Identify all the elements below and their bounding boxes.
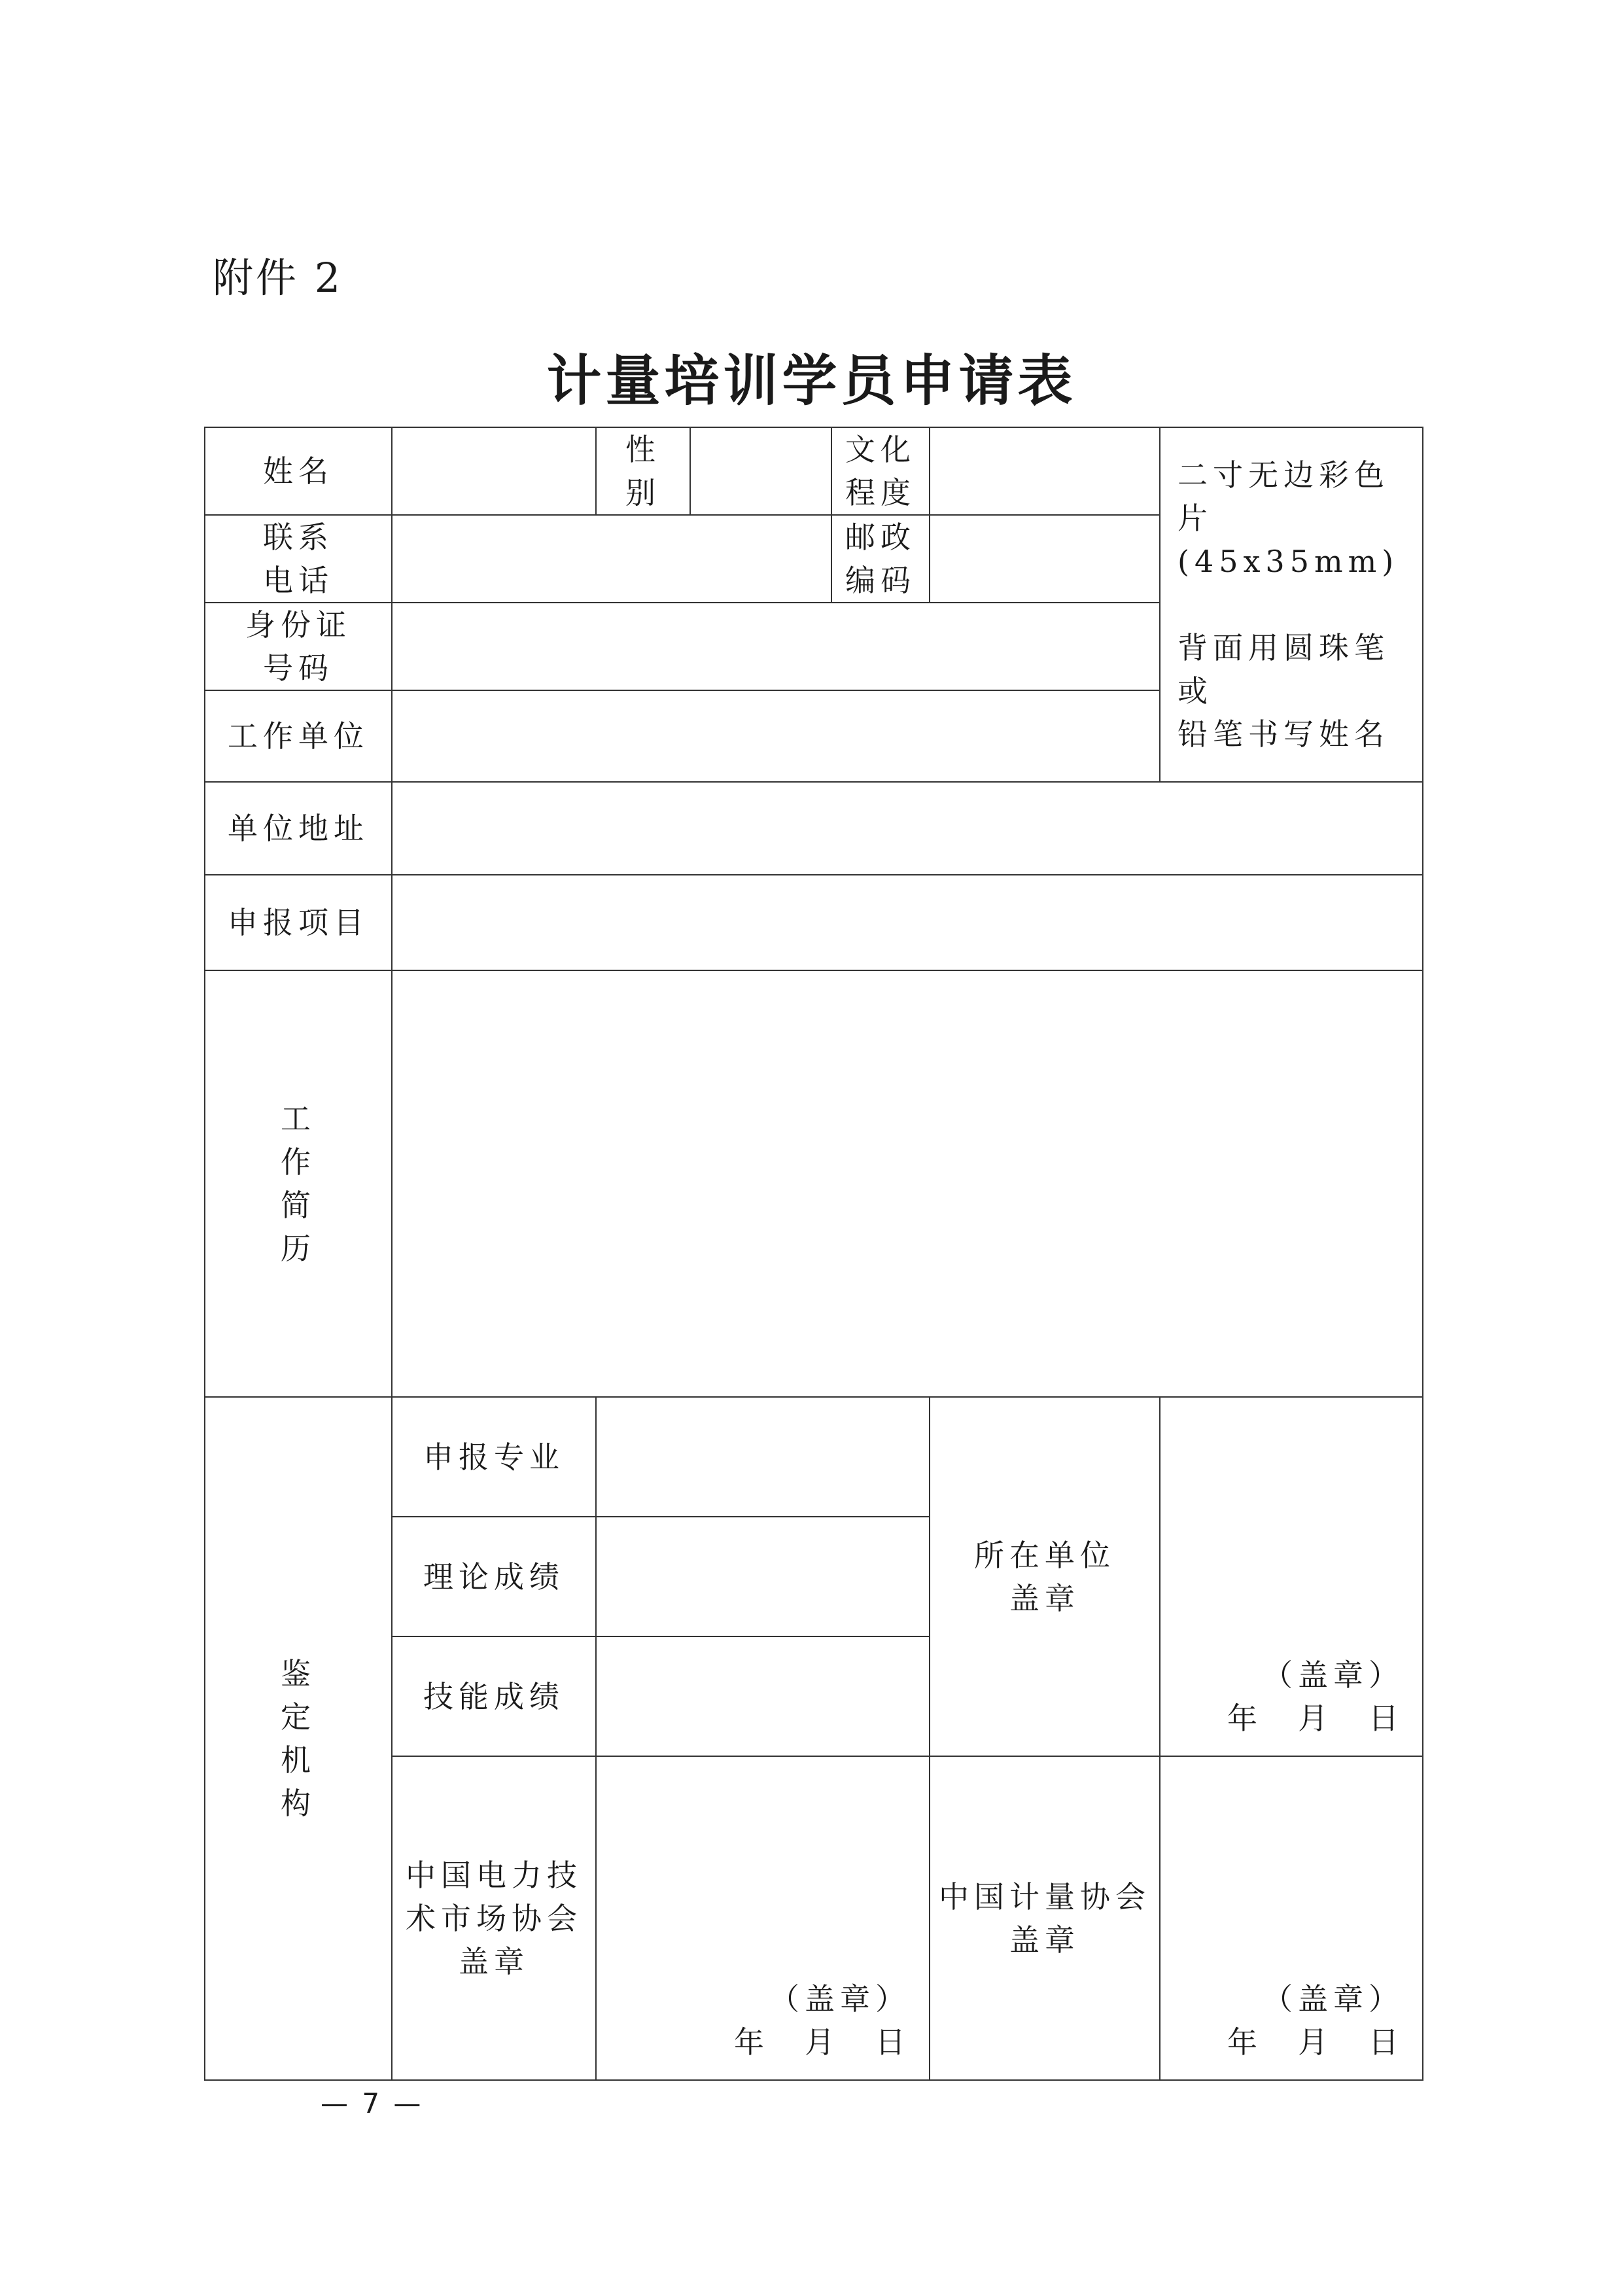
resume-label: [205, 970, 392, 1397]
assessment-label-char: 构: [281, 1786, 316, 1821]
skill-score-label: 技能成绩: [392, 1636, 596, 1756]
resume-label-char: 历: [281, 1231, 316, 1266]
cms-stamp-area[interactable]: [1160, 1756, 1423, 2080]
education-label-line2: 程度: [845, 475, 916, 510]
unit-stamp-area[interactable]: [1160, 1397, 1423, 1756]
resume-field[interactable]: [392, 970, 1423, 1397]
cms-stamp-label: [930, 1756, 1160, 2080]
id-label-line2: 号码: [263, 650, 334, 686]
theory-score-label: 理论成绩: [392, 1517, 596, 1636]
date-note: 年 月 日: [734, 2024, 911, 2060]
attachment-label: 附件 2: [213, 254, 343, 302]
photo-note-line4: 铅笔书写姓名: [1178, 716, 1389, 752]
postcode-label: [831, 515, 930, 603]
photo-note-line1: 二寸无边彩色片: [1178, 457, 1389, 536]
education-label: [831, 427, 930, 515]
postcode-label-line2: 编码: [845, 563, 916, 598]
major-label: 申报专业: [392, 1397, 596, 1517]
cept-stamp-area[interactable]: [596, 1756, 930, 2080]
name-label: 姓名: [205, 427, 392, 515]
phone-field[interactable]: [392, 515, 831, 603]
unit-stamp-label: [930, 1397, 1160, 1756]
gender-label-line1: 性: [625, 432, 661, 467]
assessment-label-char: 定: [281, 1699, 316, 1735]
project-label: 申报项目: [205, 875, 392, 970]
resume-label-char: 简: [281, 1188, 316, 1223]
id-label-line1: 身份证: [245, 607, 351, 643]
resume-label-char: 作: [281, 1144, 316, 1180]
employer-label: 工作单位: [205, 690, 392, 782]
cms-stamp-line2: 盖章: [1009, 1922, 1080, 1958]
page-number: — 7 —: [321, 2087, 424, 2119]
date-note: 年 月 日: [1227, 2024, 1404, 2060]
stamp-note: （盖章）: [1263, 1981, 1404, 2017]
employer-field[interactable]: [392, 690, 1160, 782]
photo-box[interactable]: [1160, 427, 1423, 782]
postcode-field[interactable]: [930, 515, 1160, 603]
address-label: 单位地址: [205, 782, 392, 875]
cept-stamp-line1: 中国电力技: [406, 1857, 582, 1893]
unit-stamp-line1: 所在单位: [974, 1537, 1115, 1573]
photo-note-line3: 背面用圆珠笔或: [1178, 630, 1389, 709]
application-form-table: [204, 427, 1423, 2081]
phone-label-line2: 电话: [263, 563, 334, 598]
form-title: 计量培训学员申请表: [546, 348, 1077, 413]
skill-score-field[interactable]: [596, 1636, 930, 1756]
cept-stamp-label: [392, 1756, 596, 2080]
phone-label-line1: 联系: [263, 520, 334, 555]
resume-label-char: 工: [281, 1101, 316, 1137]
education-field[interactable]: [930, 427, 1160, 515]
gender-label: [596, 427, 690, 515]
stamp-note: （盖章）: [769, 1981, 911, 2017]
major-field[interactable]: [596, 1397, 930, 1517]
stamp-note: （盖章）: [1263, 1657, 1404, 1693]
project-field[interactable]: [392, 875, 1423, 970]
date-note: 年 月 日: [1227, 1701, 1404, 1736]
education-label-line1: 文化: [845, 432, 916, 467]
assessment-label-char: 机: [281, 1742, 316, 1778]
cms-stamp-line1: 中国计量协会: [939, 1879, 1151, 1915]
photo-note-line2: (45x35mm): [1178, 544, 1399, 579]
assessment-label-char: 鉴: [281, 1656, 316, 1691]
name-field[interactable]: [392, 427, 596, 515]
unit-stamp-line2: 盖章: [1009, 1580, 1080, 1616]
id-field[interactable]: [392, 603, 1160, 690]
cept-stamp-line3: 盖章: [459, 1943, 529, 1979]
phone-label: [205, 515, 392, 603]
gender-field[interactable]: [690, 427, 831, 515]
address-field[interactable]: [392, 782, 1423, 875]
assessment-body-label: [205, 1397, 392, 2080]
postcode-label-line1: 邮政: [845, 520, 916, 555]
cept-stamp-line2: 术市场协会: [406, 1900, 582, 1936]
theory-score-field[interactable]: [596, 1517, 930, 1636]
id-label: [205, 603, 392, 690]
gender-label-line2: 别: [625, 475, 661, 510]
